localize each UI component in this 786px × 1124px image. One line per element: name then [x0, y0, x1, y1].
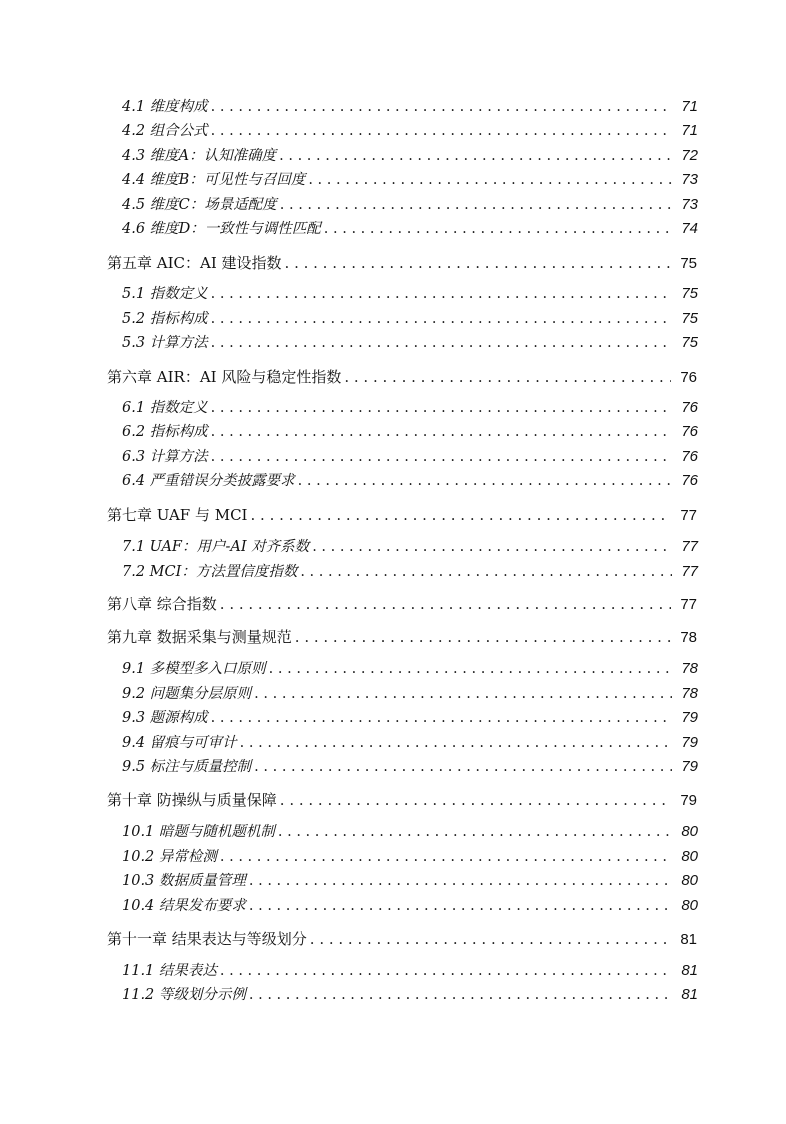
dot-leader [220, 846, 672, 868]
toc-entry-title: 第十章 防操纵与质量保障 [107, 791, 277, 809]
toc-section-entry[interactable] [122, 96, 698, 118]
toc-section-entry[interactable] [122, 145, 698, 167]
dot-leader [211, 421, 672, 443]
toc-entry-title: 第七章 UAF 与 MCI [107, 506, 248, 524]
toc-page-number: 79 [680, 792, 697, 809]
toc-page-number: 78 [681, 685, 698, 702]
toc-section-entry[interactable] [122, 658, 698, 680]
toc-section-entry[interactable] [122, 683, 698, 705]
toc-section-entry[interactable] [122, 536, 698, 558]
toc-entry-title: 6.1 指数定义 [122, 400, 208, 416]
dot-leader [220, 960, 672, 982]
toc-entry-title: 5.3 计算方法 [122, 335, 208, 351]
toc-entry-title: 11.2 等级划分示例 [122, 987, 246, 1003]
toc-section-entry[interactable] [122, 870, 698, 892]
toc-entry-title: 4.5 维度C：场景适配度 [122, 197, 277, 213]
toc-section-entry[interactable] [122, 756, 698, 778]
toc-entry-title: 5.2 指标构成 [122, 311, 208, 327]
toc-page-number: 76 [681, 423, 698, 440]
dot-leader [249, 870, 672, 892]
toc-entry-title: 第五章 AIC：AI 建设指数 [107, 254, 282, 272]
toc-section-entry[interactable] [122, 421, 698, 443]
toc-section-entry[interactable] [122, 561, 698, 583]
toc-entry-title: 4.6 维度D：一致性与调性匹配 [122, 221, 321, 237]
toc-section-entry[interactable] [122, 169, 698, 191]
toc-section-entry[interactable] [122, 332, 698, 354]
toc-section-entry[interactable] [122, 218, 698, 240]
toc-entry-title: 5.1 指数定义 [122, 286, 208, 302]
toc-page-number: 73 [681, 196, 698, 213]
toc-section-entry[interactable] [122, 283, 698, 305]
toc-entry-title: 4.3 维度A：认知准确度 [122, 148, 277, 164]
toc-entry-title: 9.4 留痕与可审计 [122, 735, 237, 751]
dot-leader [295, 626, 671, 648]
toc-page-number: 78 [680, 629, 697, 646]
toc-entry-title: 6.3 计算方法 [122, 449, 208, 465]
toc-entry-title: 第十一章 结果表达与等级划分 [107, 930, 307, 948]
toc-entry-title: 7.2 MCI：方法置信度指数 [122, 564, 298, 580]
dot-leader [240, 732, 672, 754]
dot-leader [211, 332, 672, 354]
toc-entry-title: 第六章 AIR：AI 风险与稳定性指数 [107, 368, 342, 386]
toc-chapter-entry[interactable] [107, 789, 697, 811]
toc-entry-title: 10.4 结果发布要求 [122, 898, 246, 914]
toc-section-entry[interactable] [122, 446, 698, 468]
dot-leader [278, 821, 672, 843]
toc-section-entry[interactable] [122, 821, 698, 843]
dot-leader [211, 707, 672, 729]
toc-page-number: 75 [681, 310, 698, 327]
toc-entry-title: 10.2 异常检测 [122, 849, 217, 865]
toc-section-entry[interactable] [122, 308, 698, 330]
dot-leader [312, 536, 672, 558]
toc-page-number: 80 [681, 872, 698, 889]
dot-leader [344, 366, 671, 388]
dot-leader [251, 504, 672, 526]
toc-entry-title: 10.1 暗题与随机题机制 [122, 824, 275, 840]
dot-leader [211, 120, 672, 142]
toc-entry-title: 第八章 综合指数 [107, 595, 217, 613]
toc-entry-title: 第九章 数据采集与测量规范 [107, 628, 292, 646]
toc-page-number: 81 [681, 962, 698, 979]
toc-page-number: 79 [681, 734, 698, 751]
dot-leader [324, 218, 672, 240]
toc-page-number: 71 [681, 98, 698, 115]
toc-entry-title: 10.3 数据质量管理 [122, 873, 246, 889]
toc-page-number: 78 [681, 660, 698, 677]
toc-page-number: 77 [681, 538, 698, 555]
toc-page-number: 80 [681, 897, 698, 914]
toc-page-number: 77 [680, 596, 697, 613]
toc-chapter-entry[interactable] [107, 252, 697, 274]
toc-section-entry[interactable] [122, 470, 698, 492]
dot-leader [220, 593, 671, 615]
toc-page-number: 76 [681, 448, 698, 465]
toc-page-number: 72 [681, 147, 698, 164]
toc-page-number: 81 [680, 931, 697, 948]
dot-leader [300, 561, 672, 583]
toc-entry-title: 9.1 多模型多入口原则 [122, 661, 266, 677]
toc-entry-title: 7.1 UAF：用户-AI 对齐系数 [122, 539, 310, 555]
toc-page-number: 77 [681, 563, 698, 580]
toc-page-number: 76 [681, 472, 698, 489]
toc-page-number: 80 [681, 823, 698, 840]
toc-section-entry[interactable] [122, 194, 698, 216]
toc-page-number: 79 [681, 758, 698, 775]
toc-section-entry[interactable] [122, 397, 698, 419]
toc-entry-title: 11.1 结果表达 [122, 963, 217, 979]
toc-chapter-entry[interactable] [107, 593, 697, 615]
toc-page-number: 76 [681, 399, 698, 416]
toc-entry-title: 6.2 指标构成 [122, 424, 208, 440]
toc-section-entry[interactable] [122, 732, 698, 754]
dot-leader [280, 194, 672, 216]
toc-entry-title: 6.4 严重错误分类披露要求 [122, 473, 295, 489]
toc-page-number: 74 [681, 220, 698, 237]
toc-entry-title: 9.2 问题集分层原则 [122, 686, 252, 702]
toc-section-entry[interactable] [122, 895, 698, 917]
dot-leader [249, 895, 672, 917]
toc-chapter-entry[interactable] [107, 504, 697, 526]
dot-leader [211, 283, 672, 305]
toc-section-entry[interactable] [122, 846, 698, 868]
toc-chapter-entry[interactable] [107, 366, 697, 388]
toc-section-entry[interactable] [122, 984, 698, 1006]
toc-page-number: 73 [681, 171, 698, 188]
dot-leader [285, 252, 671, 274]
toc-entry-title: 4.4 维度B：可见性与召回度 [122, 172, 306, 188]
dot-leader [211, 308, 672, 330]
dot-leader [298, 470, 672, 492]
dot-leader [249, 984, 672, 1006]
dot-leader [211, 96, 672, 118]
toc-section-entry[interactable] [122, 960, 698, 982]
toc-entry-title: 9.5 标注与质量控制 [122, 759, 252, 775]
toc-entry-title: 9.3 题源构成 [122, 710, 208, 726]
toc-page-number: 79 [681, 709, 698, 726]
toc-section-entry[interactable] [122, 120, 698, 142]
dot-leader [280, 789, 671, 811]
toc-section-entry[interactable] [122, 707, 698, 729]
dot-leader [211, 397, 672, 419]
toc-chapter-entry[interactable] [107, 626, 697, 648]
toc-entry-title: 4.2 组合公式 [122, 123, 208, 139]
dot-leader [269, 658, 672, 680]
toc-entry-title: 4.1 维度构成 [122, 99, 208, 115]
toc-page-number: 75 [680, 255, 697, 272]
toc-page-number: 76 [680, 369, 697, 386]
toc-page-number: 75 [681, 285, 698, 302]
toc-page-number: 77 [680, 507, 697, 524]
dot-leader [308, 169, 672, 191]
toc-page-number: 80 [681, 848, 698, 865]
toc-page-number: 71 [681, 122, 698, 139]
dot-leader [254, 756, 672, 778]
toc-chapter-entry[interactable] [107, 928, 697, 950]
toc-page-number: 75 [681, 334, 698, 351]
dot-leader [211, 446, 672, 468]
dot-leader [279, 145, 672, 167]
dot-leader [254, 683, 672, 705]
toc-page-number: 81 [681, 986, 698, 1003]
dot-leader [310, 928, 671, 950]
